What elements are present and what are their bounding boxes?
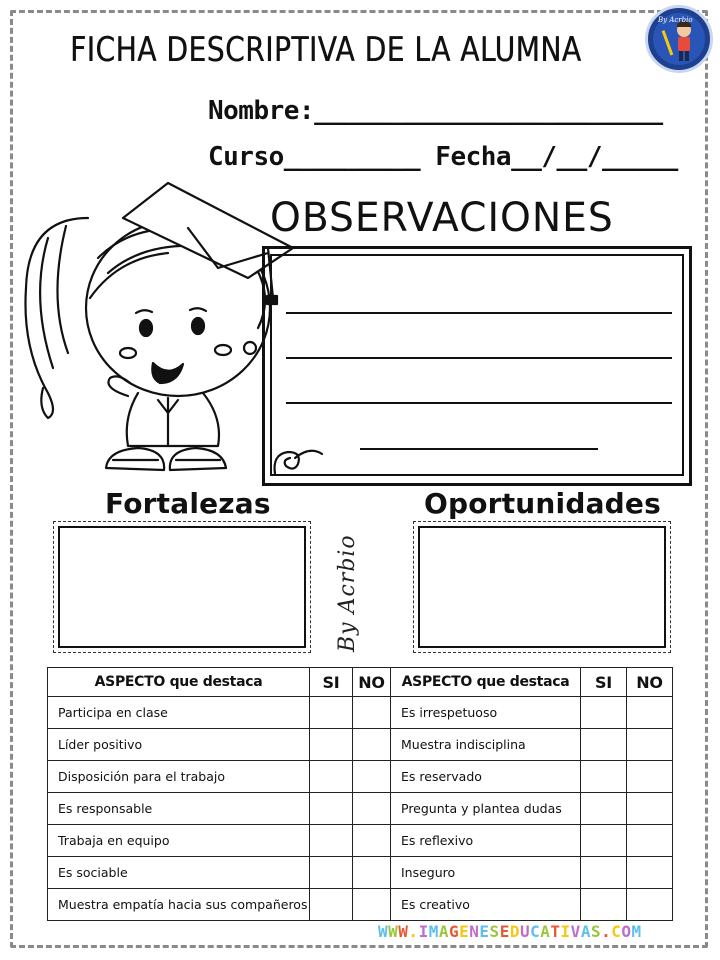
table-header-row bbox=[48, 668, 673, 697]
si-right-cell[interactable] bbox=[581, 761, 627, 793]
header-si-right: SI bbox=[581, 668, 627, 697]
si-left-cell[interactable] bbox=[310, 697, 353, 729]
brand-logo bbox=[645, 5, 713, 73]
watermark-letter: A bbox=[438, 922, 449, 941]
watermark-letter: A bbox=[580, 922, 591, 941]
watermark-letter: W bbox=[398, 922, 409, 941]
aspects-table bbox=[47, 667, 673, 921]
header-aspecto-left: ASPECTO que destaca bbox=[48, 668, 310, 697]
aspect-right: Es irrespetuoso bbox=[391, 697, 581, 729]
table-row bbox=[48, 729, 673, 761]
si-right-cell[interactable] bbox=[581, 825, 627, 857]
si-right-cell[interactable] bbox=[581, 857, 627, 889]
no-right-cell[interactable] bbox=[627, 857, 673, 889]
watermark-letter: S bbox=[590, 922, 602, 941]
watermark-letter: N bbox=[469, 922, 480, 941]
observaciones-line[interactable] bbox=[286, 312, 672, 314]
watermark-letter: G bbox=[448, 922, 460, 941]
si-left-cell[interactable] bbox=[310, 793, 353, 825]
watermark-letter: S bbox=[489, 922, 500, 941]
no-left-cell[interactable] bbox=[353, 793, 391, 825]
header-no-right: NO bbox=[627, 668, 673, 697]
watermark-letter: W bbox=[388, 922, 399, 941]
aspect-left: Es sociable bbox=[48, 857, 310, 889]
table-row bbox=[48, 825, 673, 857]
watermark-letter: . bbox=[408, 922, 419, 941]
no-right-cell[interactable] bbox=[627, 889, 673, 921]
no-right-cell[interactable] bbox=[627, 825, 673, 857]
watermark-letter: C bbox=[530, 922, 541, 941]
page-title: FICHA DESCRIPTIVA DE LA ALUMNA bbox=[70, 30, 582, 70]
si-left-cell[interactable] bbox=[310, 825, 353, 857]
aspect-left: Participa en clase bbox=[48, 697, 310, 729]
aspect-right: Es creativo bbox=[391, 889, 581, 921]
aspect-left: Líder positivo bbox=[48, 729, 310, 761]
aspect-right: Es reservado bbox=[391, 761, 581, 793]
si-left-cell[interactable] bbox=[310, 761, 353, 793]
fortalezas-label: Fortalezas bbox=[105, 487, 271, 520]
si-right-cell[interactable] bbox=[581, 793, 627, 825]
no-right-cell[interactable] bbox=[627, 729, 673, 761]
no-right-cell[interactable] bbox=[627, 761, 673, 793]
watermark-letter: I bbox=[560, 922, 571, 941]
observaciones-line[interactable] bbox=[286, 357, 672, 359]
observaciones-title: OBSERVACIONES bbox=[270, 195, 614, 241]
si-left-cell[interactable] bbox=[310, 857, 353, 889]
no-left-cell[interactable] bbox=[353, 825, 391, 857]
watermark-url bbox=[378, 922, 690, 941]
aspect-left: Muestra empatía hacia sus compañeros bbox=[48, 889, 310, 921]
watermark-letter: M bbox=[631, 922, 642, 941]
si-right-cell[interactable] bbox=[581, 729, 627, 761]
aspect-left: Es responsable bbox=[48, 793, 310, 825]
observaciones-line[interactable] bbox=[286, 402, 672, 404]
header-no-left: NO bbox=[353, 668, 391, 697]
table-row bbox=[48, 793, 673, 825]
logo-character-icon bbox=[648, 8, 710, 70]
curso-fecha-field: Curso_________ Fecha__/__/_____ bbox=[208, 142, 678, 172]
logo-text: By Acrbio bbox=[658, 16, 693, 24]
watermark-letter: T bbox=[550, 922, 561, 941]
no-left-cell[interactable] bbox=[353, 697, 391, 729]
oportunidades-box[interactable] bbox=[418, 526, 666, 648]
watermark-letter: A bbox=[540, 922, 551, 941]
header-si-left: SI bbox=[310, 668, 353, 697]
watermark-letter: O bbox=[621, 922, 632, 941]
table-row bbox=[48, 889, 673, 921]
observaciones-line[interactable] bbox=[360, 448, 598, 450]
watermark-letter: E bbox=[459, 922, 470, 941]
aspect-left: Trabaja en equipo bbox=[48, 825, 310, 857]
no-left-cell[interactable] bbox=[353, 761, 391, 793]
aspect-right: Muestra indisciplina bbox=[391, 729, 581, 761]
si-right-cell[interactable] bbox=[581, 889, 627, 921]
si-left-cell[interactable] bbox=[310, 729, 353, 761]
aspect-left: Disposición para el trabajo bbox=[48, 761, 310, 793]
no-left-cell[interactable] bbox=[353, 857, 391, 889]
watermark-letter: W bbox=[378, 922, 389, 941]
nombre-field: Nombre:_______________________ bbox=[208, 96, 663, 126]
watermark-letter: U bbox=[519, 922, 531, 941]
observaciones-frame-inner bbox=[270, 254, 684, 476]
watermark-letter: E bbox=[499, 922, 510, 941]
watermark-letter: V bbox=[570, 922, 581, 941]
no-left-cell[interactable] bbox=[353, 889, 391, 921]
si-right-cell[interactable] bbox=[581, 697, 627, 729]
fortalezas-box[interactable] bbox=[58, 526, 306, 648]
no-right-cell[interactable] bbox=[627, 793, 673, 825]
table-row bbox=[48, 761, 673, 793]
aspect-right: Es reflexivo bbox=[391, 825, 581, 857]
watermark-letter: C bbox=[611, 922, 622, 941]
no-left-cell[interactable] bbox=[353, 729, 391, 761]
table-row bbox=[48, 857, 673, 889]
swirl-ornament-icon bbox=[270, 436, 330, 480]
table-row bbox=[48, 697, 673, 729]
si-left-cell[interactable] bbox=[310, 889, 353, 921]
aspect-right: Inseguro bbox=[391, 857, 581, 889]
aspect-right: Pregunta y plantea dudas bbox=[391, 793, 581, 825]
watermark-letter: D bbox=[509, 922, 520, 941]
watermark-letter: M bbox=[428, 922, 439, 941]
watermark-letter: E bbox=[479, 922, 490, 941]
watermark-letter: . bbox=[601, 922, 612, 941]
signature: By Acrbio bbox=[335, 534, 360, 652]
watermark-letter: I bbox=[418, 922, 429, 941]
no-right-cell[interactable] bbox=[627, 697, 673, 729]
oportunidades-label: Oportunidades bbox=[424, 487, 661, 520]
header-aspecto-right: ASPECTO que destaca bbox=[391, 668, 581, 697]
